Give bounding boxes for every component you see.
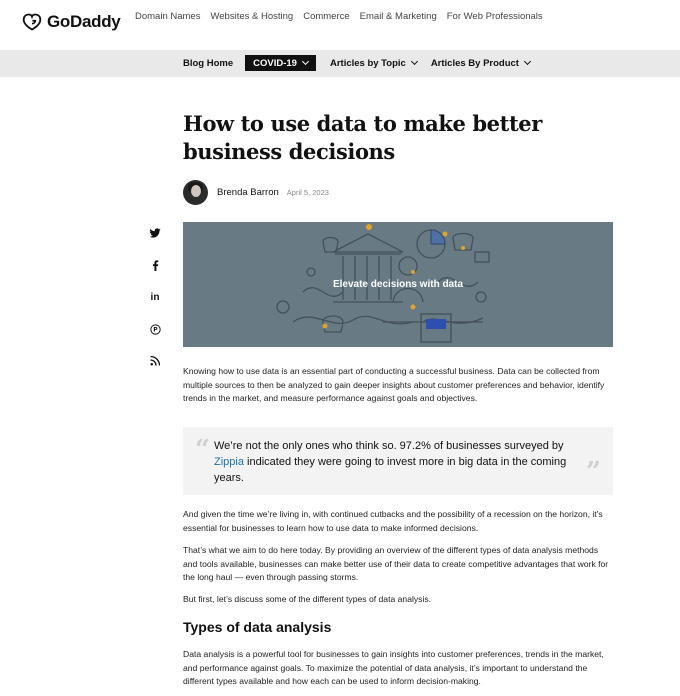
nav-websites-hosting[interactable]: Websites & Hosting <box>210 11 294 22</box>
covid-menu[interactable] <box>245 55 316 71</box>
section-heading: Types of data analysis <box>183 619 332 635</box>
hero-caption: Elevate decisions with data <box>332 279 464 290</box>
rss-icon[interactable] <box>148 354 162 368</box>
paragraph-2: And given the time we’re living in, with continued cutbacks and the possibility of a recession on the horizon, it’s essential for businesses to learn how to use data to make informed decisions. <box>183 509 603 533</box>
chevron-down-icon <box>524 58 531 65</box>
nav-commerce[interactable]: Commerce <box>303 11 350 22</box>
godaddy-logo[interactable] <box>22 12 120 32</box>
godaddy-logo-icon <box>22 12 42 32</box>
intro-paragraph: Knowing how to use data is an essential part of conducting a successful business. Data can be collected from multiple sources to then be analyzed to gain deeper insights about customer preferences and behavior, identify trends in the market, and measure performance against goals and objectives. <box>183 366 605 403</box>
blog-home-link[interactable]: Blog Home <box>183 57 234 69</box>
social-share-bar <box>148 226 162 386</box>
facebook-icon[interactable] <box>148 258 162 272</box>
topnav-links <box>135 11 553 22</box>
covid-label: COVID-19 <box>253 57 297 69</box>
twitter-icon[interactable] <box>148 226 162 240</box>
paragraph-5: Data analysis is a powerful tool for businesses to gain insights into customer preferences, trends in the market, and performance against goals. To maximize the potential of data analysis, it’s important to understand the different types available and how each can be used to inform decision-making. <box>183 649 604 686</box>
articles-by-product-menu[interactable] <box>431 55 530 71</box>
chevron-down-icon <box>302 58 309 65</box>
pull-quote <box>183 427 613 495</box>
author-name[interactable]: Brenda Barron <box>217 187 279 198</box>
article-title: How to use data to make better business decisions <box>183 111 542 164</box>
publish-date: April 5, 2023 <box>286 188 329 197</box>
articles-by-topic-label: Articles by Topic <box>329 57 406 69</box>
linkedin-icon[interactable]: in <box>150 291 160 303</box>
quote-text-end: indicated they were going to invest more in big data in the coming years. <box>214 456 567 484</box>
nav-web-professionals[interactable]: For Web Professionals <box>446 11 543 22</box>
quote-text-start: We’re not the only ones who think so. 97.2% of businesses surveyed by <box>214 440 564 452</box>
articles-by-topic-menu[interactable] <box>330 55 417 71</box>
chevron-down-icon <box>411 58 418 65</box>
pinterest-icon[interactable] <box>148 322 162 336</box>
zippia-link[interactable]: Zippia <box>214 456 244 468</box>
byline <box>183 180 329 205</box>
paragraph-4: But first, let’s discuss some of the different types of data analysis. <box>183 594 432 604</box>
nav-domain-names[interactable]: Domain Names <box>135 11 201 22</box>
svg-text:P: P <box>152 326 158 334</box>
blog-subnav <box>0 50 680 77</box>
quote-close-icon: ” <box>586 457 601 487</box>
hero-image <box>183 222 613 347</box>
top-navigation <box>0 0 680 50</box>
quote-open-icon: “ <box>195 435 210 465</box>
quote-text <box>214 438 584 486</box>
author-avatar[interactable] <box>183 180 208 205</box>
brand-name: GoDaddy <box>47 12 121 31</box>
articles-by-product-label: Articles By Product <box>430 57 519 69</box>
paragraph-3: That’s what we aim to do here today. By providing an overview of the different types of data analysis methods and tools available, businesses can make better use of their data to create competitive advantages that work for the long haul — even through passing storms. <box>183 545 609 582</box>
nav-email-marketing[interactable]: Email & Marketing <box>359 11 437 22</box>
